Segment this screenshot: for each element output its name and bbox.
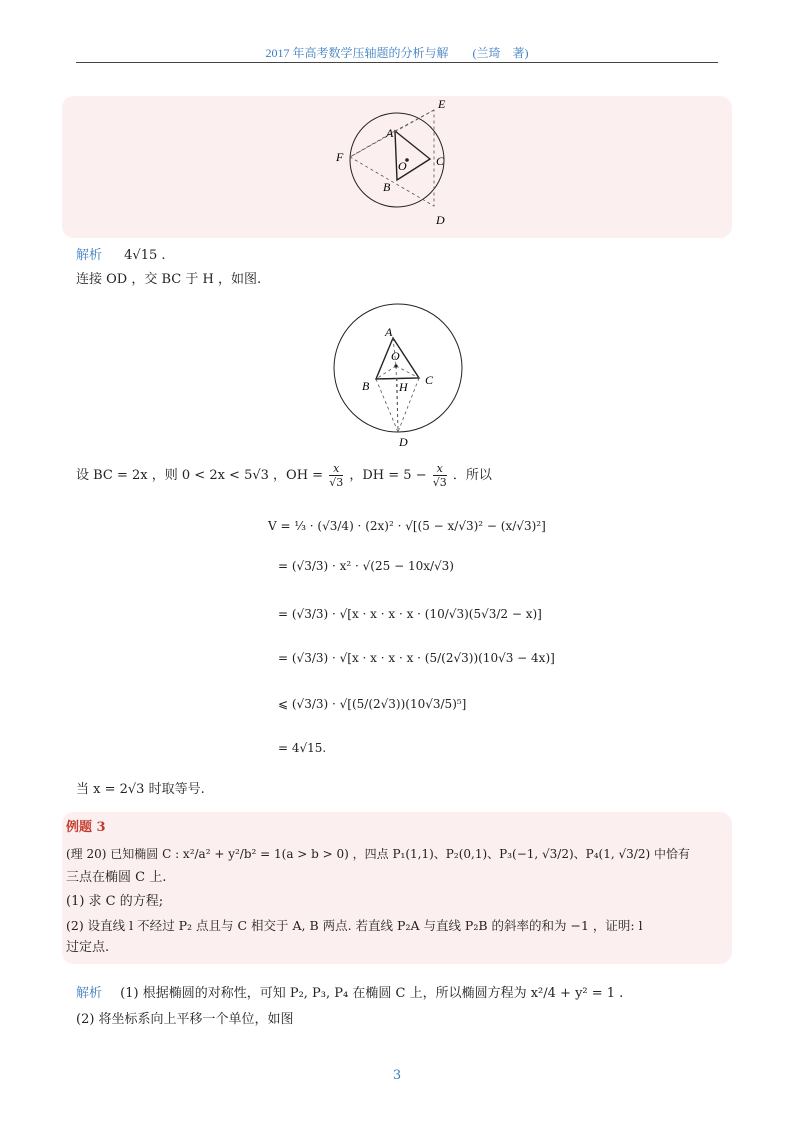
running-header: 2017 年高考数学压轴题的分析与解 (兰琦 著) xyxy=(265,46,529,60)
example-line-4: (2) 设直线 l 不经过 P₂ 点且与 C 相交于 A, B 两点. 若直线 P₂A 与直线 P₂B 的斜率的和为 −1 ，证明: l xyxy=(66,918,643,933)
solution-label: 解析 xyxy=(76,986,103,1001)
label-F: F xyxy=(336,150,344,164)
label-A: A xyxy=(385,325,393,339)
label-D: D xyxy=(399,435,408,449)
setup-text-b: ，DH = 5 − xyxy=(349,468,427,483)
fraction-x-over-sqrt3 xyxy=(329,462,343,489)
header-rule xyxy=(76,62,718,63)
example-line-3: (1) 求 C 的方程; xyxy=(66,894,164,909)
solution-label: 解析 xyxy=(76,248,103,263)
equation-line-5: ⩽ (√3/3) · √[(5/(2√3))(10√3/5)⁵] xyxy=(278,697,467,711)
solution-1-line-1: 连接 OD ，交 BC 于 H ，如图. xyxy=(76,272,262,287)
label-A: A xyxy=(386,126,394,140)
solution-text: (1) 根据椭圆的对称性，可知 P₂, P₃, P₄ 在椭圆 C 上，所以椭圆方程为 x²/4 + y² = 1 . xyxy=(120,986,624,1001)
label-C: C xyxy=(425,373,434,387)
example-title: 例题 3 xyxy=(66,820,106,835)
numerator: x xyxy=(329,462,343,476)
label-B: B xyxy=(362,379,370,393)
solution-3-line-2: (2) 将坐标系向上平移一个单位，如图 xyxy=(76,1012,294,1027)
example-3-box xyxy=(62,812,732,964)
setup-text-a: 设 BC = 2x ，则 0 < 2x < 5√3 ，OH = xyxy=(76,468,324,483)
setup-text-c: ．所以 xyxy=(452,468,492,483)
label-O: O xyxy=(398,159,407,173)
figure-circle-triangle xyxy=(62,96,732,238)
page-number: 3 xyxy=(392,1068,402,1083)
label-O: O xyxy=(391,349,400,363)
solution-3-line-1 xyxy=(76,984,623,1004)
solution-1-line-2 xyxy=(76,462,492,490)
solution-answer: 4√15 . xyxy=(124,248,166,263)
fraction-x-over-sqrt3 xyxy=(433,462,447,489)
denominator: √3 xyxy=(432,476,447,489)
solution-1-heading xyxy=(76,246,166,266)
equation-line-2: = (√3/3) · x² · √(25 − 10x/√3) xyxy=(278,559,454,573)
example-line-1: (理 20) 已知椭圆 C : x²/a² + y²/b² = 1(a > b > 0) ，四点 P₁(1,1)、P₂(0,1)、P₃(−1, √3/2)、P₄(1, √3/2) 中恰有 xyxy=(66,847,690,861)
equation-line-3: = (√3/3) · √[x · x · x · x · (10/√3)(5√3/2 − x)] xyxy=(278,607,542,621)
label-C: C xyxy=(436,154,445,168)
denominator: √3 xyxy=(329,476,344,489)
example-line-2: 三点在椭圆 C 上. xyxy=(66,870,167,885)
figure-circle-tetrahedron xyxy=(320,300,480,452)
equation-line-6: = 4√15. xyxy=(278,741,327,755)
figure-box-1 xyxy=(62,96,732,238)
label-E: E xyxy=(438,97,446,111)
equation-line-1: V = ⅓ · (√3/4) · (2x)² · √[(5 − x/√3)² − (x/√3)²] xyxy=(268,519,546,533)
solution-1-line-3: 当 x = 2√3 时取等号. xyxy=(76,782,205,797)
label-B: B xyxy=(383,180,391,194)
example-line-5: 过定点. xyxy=(66,940,110,955)
label-H: H xyxy=(399,380,408,394)
equation-line-4: = (√3/3) · √[x · x · x · x · (5/(2√3))(10√3 − 4x)] xyxy=(278,651,555,665)
numerator: x xyxy=(433,462,447,476)
label-D: D xyxy=(436,213,445,227)
